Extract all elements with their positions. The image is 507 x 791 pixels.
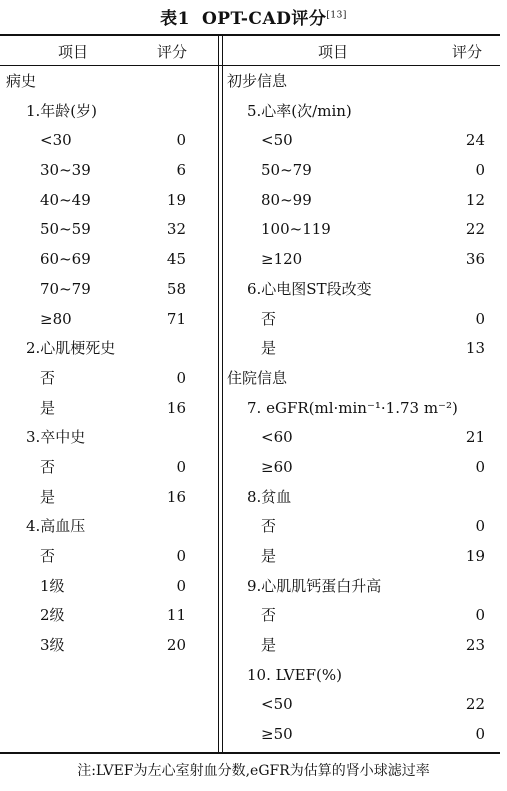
row-score: 12 xyxy=(465,190,485,209)
table-row xyxy=(0,275,218,305)
row-item: 是 xyxy=(261,636,277,655)
row-item: 否 xyxy=(40,547,56,565)
table-row xyxy=(223,334,500,364)
table-row xyxy=(0,334,218,364)
row-item: <60 xyxy=(261,428,293,447)
row-score: 19 xyxy=(166,190,186,209)
table-row xyxy=(223,275,500,305)
table-row xyxy=(0,601,218,631)
row-score: 0 xyxy=(176,131,186,150)
table-row xyxy=(223,720,500,750)
row-item: 1级 xyxy=(40,576,65,595)
left-item-header: 项目 xyxy=(58,43,89,61)
row-score: 45 xyxy=(166,250,186,269)
row-score: 0 xyxy=(475,517,485,536)
row-item: 7. eGFR(ml·min⁻¹·1.73 m⁻²) xyxy=(247,398,458,417)
table-row xyxy=(0,97,218,127)
row-item: 住院信息 xyxy=(227,368,288,387)
row-score: 0 xyxy=(475,161,485,180)
row-item: ≥80 xyxy=(40,309,72,328)
table-row xyxy=(0,631,218,661)
table-row xyxy=(0,186,218,216)
table-row xyxy=(0,394,218,424)
row-item: 60~69 xyxy=(40,250,91,269)
table-row xyxy=(0,305,218,335)
row-score: 0 xyxy=(176,547,186,565)
table-row xyxy=(0,512,218,542)
table-row xyxy=(223,186,500,216)
table-row xyxy=(0,156,218,186)
top-rule xyxy=(0,34,500,36)
table-row xyxy=(223,126,500,156)
row-item: 4.高血压 xyxy=(26,517,86,536)
row-score: 16 xyxy=(166,398,186,417)
row-score: 16 xyxy=(166,487,186,506)
row-score: 0 xyxy=(176,368,186,387)
table-row xyxy=(223,661,500,691)
table-row xyxy=(0,126,218,156)
table-footnote: 注:LVEF为左心室射血分数,eGFR为估算的肾小球滤过率 xyxy=(77,763,430,779)
table-row xyxy=(0,423,218,453)
reference-mark: [13] xyxy=(326,10,347,21)
row-score: 0 xyxy=(176,457,186,476)
table-row xyxy=(223,394,500,424)
row-item: 否 xyxy=(261,606,277,625)
table-caption: OPT-CAD评分 xyxy=(201,9,327,29)
row-score: 19 xyxy=(465,547,485,565)
row-item: 6.心电图ST段改变 xyxy=(247,279,372,298)
table-row xyxy=(223,97,500,127)
table-row xyxy=(223,423,500,453)
row-item: 5.心率(次/min) xyxy=(247,101,352,120)
table-row xyxy=(223,67,500,97)
table-row xyxy=(223,156,500,186)
row-score: 21 xyxy=(465,428,485,447)
row-item: 否 xyxy=(261,309,277,328)
row-item: 3.卒中史 xyxy=(26,428,86,447)
table-row xyxy=(223,542,500,572)
row-item: <50 xyxy=(261,131,293,150)
table-row xyxy=(0,364,218,394)
right-column xyxy=(223,67,500,750)
row-item: 8.贫血 xyxy=(247,487,292,506)
header-rule xyxy=(0,65,500,66)
row-item: ≥120 xyxy=(261,250,303,269)
table-row xyxy=(223,364,500,394)
table-row xyxy=(223,631,500,661)
row-score: 13 xyxy=(465,339,485,358)
table-row xyxy=(0,453,218,483)
row-item: 病史 xyxy=(6,72,37,90)
row-score: 22 xyxy=(465,220,485,239)
table-number: 表1 xyxy=(160,9,190,29)
row-item: 否 xyxy=(40,457,56,476)
row-item: ≥60 xyxy=(261,457,293,476)
table-row xyxy=(0,245,218,275)
row-score: 0 xyxy=(475,606,485,625)
row-item: 是 xyxy=(261,547,277,565)
row-item: 100~119 xyxy=(261,220,331,239)
row-score: 32 xyxy=(166,220,186,239)
table-row xyxy=(0,483,218,513)
row-item: 40~49 xyxy=(40,190,91,209)
row-score: 24 xyxy=(465,131,485,150)
table-title xyxy=(0,4,507,29)
row-item: 3级 xyxy=(40,636,65,655)
left-score-header: 评分 xyxy=(157,43,188,61)
table-row xyxy=(223,690,500,720)
right-score-header: 评分 xyxy=(452,43,483,61)
row-score: 20 xyxy=(166,636,186,655)
table-row xyxy=(0,542,218,572)
row-score: 0 xyxy=(475,725,485,744)
row-item: 是 xyxy=(40,487,56,506)
table-row xyxy=(0,215,218,245)
row-item: 50~79 xyxy=(261,161,312,180)
table-row xyxy=(223,245,500,275)
row-item: 50~59 xyxy=(40,220,91,239)
row-item: 2级 xyxy=(40,606,65,625)
table-row xyxy=(223,453,500,483)
row-item: 是 xyxy=(261,339,277,358)
row-item: 9.心肌肌钙蛋白升高 xyxy=(247,576,382,595)
table-row xyxy=(223,572,500,602)
row-score: 58 xyxy=(166,279,186,298)
bottom-rule xyxy=(0,752,500,754)
table-row xyxy=(223,483,500,513)
row-item: <30 xyxy=(40,131,72,150)
column-divider xyxy=(218,36,219,752)
row-item: 初步信息 xyxy=(227,72,288,90)
row-score: 6 xyxy=(176,161,186,180)
table-row xyxy=(0,67,218,97)
row-score: 71 xyxy=(166,309,186,328)
row-score: 0 xyxy=(176,576,186,595)
row-score: 23 xyxy=(465,636,485,655)
row-item: 否 xyxy=(40,368,56,387)
row-score: 36 xyxy=(465,250,485,269)
row-item: 是 xyxy=(40,398,56,417)
row-score: 22 xyxy=(465,695,485,714)
row-item: 30~39 xyxy=(40,161,91,180)
row-score: 0 xyxy=(475,309,485,328)
table-row xyxy=(223,215,500,245)
row-item: 70~79 xyxy=(40,279,91,298)
row-item: <50 xyxy=(261,695,293,714)
row-item: 2.心肌梗死史 xyxy=(26,339,116,358)
left-column xyxy=(0,67,218,661)
row-item: 否 xyxy=(261,517,277,536)
row-item: 1.年龄(岁) xyxy=(26,101,98,120)
row-item: ≥50 xyxy=(261,725,293,744)
row-item: 10. LVEF(%) xyxy=(247,665,342,684)
table-row xyxy=(223,512,500,542)
row-score: 0 xyxy=(475,457,485,476)
right-item-header: 项目 xyxy=(318,43,349,61)
table-row xyxy=(223,305,500,335)
table-row xyxy=(223,601,500,631)
table-row xyxy=(0,572,218,602)
row-item: 80~99 xyxy=(261,190,312,209)
row-score: 11 xyxy=(166,606,186,625)
